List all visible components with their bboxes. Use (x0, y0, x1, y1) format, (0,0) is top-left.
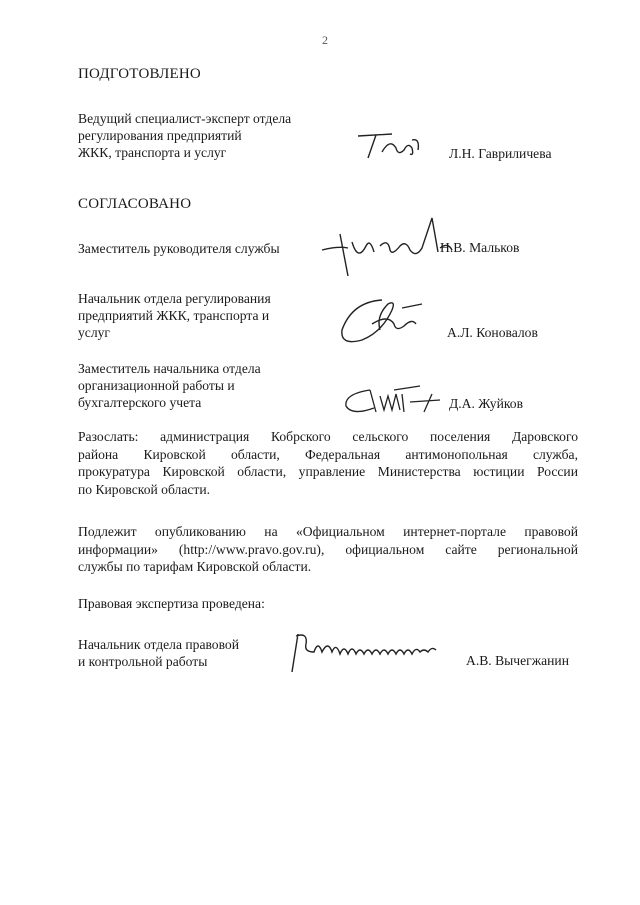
page-number: 2 (322, 33, 328, 47)
legal-review-text (78, 595, 265, 612)
signer-name: Д.А. Жуйков (449, 396, 524, 411)
position-line: регулирования предприятий (78, 128, 242, 143)
signer-name: А.Л. Коновалов (447, 325, 538, 340)
distribution-line: прокуратура Кировской области, управление Министерства юстиции России (78, 464, 578, 479)
position-line: услуг (78, 325, 110, 340)
distribution-line: по Кировской области. (78, 481, 211, 497)
agreed-position-3 (78, 360, 261, 411)
legal-signer-position (78, 636, 239, 670)
position-line: Начальник отдела регулирования (78, 291, 271, 306)
publication-line: Подлежит опубликованию на «Официальном интернет-портале правовой (78, 524, 578, 539)
prepared-heading: ПОДГОТОВЛЕНО (78, 66, 201, 82)
position-line: предприятий ЖКК, транспорта и (78, 308, 270, 323)
prepared-position (78, 110, 291, 161)
agreed-position-1 (78, 240, 280, 257)
position-line: Заместитель начальника отдела (78, 361, 261, 376)
publication-line: службы по тарифам Кировской области. (78, 559, 312, 574)
signer-name: А.В. Вычегжанин (466, 653, 569, 668)
distribution-line: района Кировской области, Федеральная антимонопольная служба, (78, 446, 578, 462)
signature-malkov (318, 212, 458, 286)
publication-paragraph (78, 523, 578, 576)
signature-gavrilicheva (352, 128, 432, 164)
position-line: организационной работы и (78, 378, 235, 393)
signature-konovalov (332, 290, 428, 352)
position-line: Заместитель руководителя службы (78, 241, 280, 256)
position-line: и контрольной работы (78, 654, 208, 669)
signature-vychegzhanin (284, 630, 444, 676)
distribution-line: Разослать: администрация Кобрского сельского поселения Даровского (78, 429, 578, 444)
position-line: Начальник отдела правовой (78, 637, 240, 652)
position-line: Ведущий специалист-эксперт отдела (78, 111, 292, 126)
signer-name: Л.Н. Гавриличева (449, 146, 552, 161)
signature-zhuikov (340, 382, 444, 418)
position-line: бухгалтерского учета (78, 395, 202, 410)
legal-review-line: Правовая экспертиза проведена: (78, 596, 265, 611)
position-line: ЖКК, транспорта и услуг (78, 145, 227, 160)
publication-line: информации» (http://www.pravo.gov.ru), официальном сайте региональной (78, 541, 578, 557)
agreed-position-2 (78, 290, 271, 341)
signer-name: Н.В. Мальков (440, 240, 520, 255)
agreed-heading: СОГЛАСОВАНО (78, 196, 192, 212)
distribution-paragraph (78, 428, 578, 498)
